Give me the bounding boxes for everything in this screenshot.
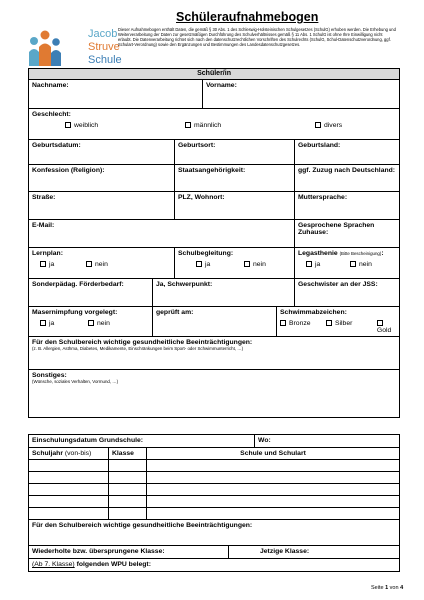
history-cell[interactable]	[29, 484, 109, 496]
checkbox-icon[interactable]	[244, 261, 250, 267]
history-cell[interactable]	[29, 460, 109, 472]
checkbox-icon[interactable]	[315, 122, 321, 128]
logo-line-2: Struve	[88, 41, 120, 53]
checkbox-icon[interactable]	[350, 261, 356, 267]
history-cell[interactable]	[147, 472, 400, 484]
konfession-field[interactable]: Konfession (Religion):	[29, 165, 175, 192]
schwimm-silber[interactable]: Silber	[326, 320, 377, 334]
wpu-field[interactable]	[29, 559, 400, 572]
form-title: Schüleraufnahmebogen	[176, 10, 319, 24]
option-divers[interactable]: divers	[315, 122, 342, 129]
klasse-header: Klasse	[109, 448, 147, 460]
sonstiges-field[interactable]	[29, 370, 400, 418]
legasthenie-field: Legasthenie (Bitte Bescheinigung): ja nein	[295, 248, 400, 279]
checkbox-icon[interactable]	[88, 320, 94, 326]
sprachen-field[interactable]: Gesprochene Sprachen Zuhause:	[295, 220, 400, 248]
history-cell[interactable]	[29, 508, 109, 520]
student-table	[28, 68, 400, 418]
privacy-notice: Dieser Aufnahmebogen enthält Daten, die gemäß § 30 Abs. 1 des Schleswig-Holsteinischen Schulgesetzes (SchulG) erhoben werden. Die Erhebung und Weiterverarbeitung der Daten zur gesetzmäßigen Durchführung des Schulverhältnisses gemäß § 11 Abs. 1 SchulG ist ohne Ihre Einwilligung nicht erlaubt. Die Datenverarbeitung richtet sich nach den datenschutzrechtlichen Vorschriften des Schulrechts (SchulG, Schul-Datenschutzverordnung, ggf. Schulart-Verordnung) sowie den Ergänzungen und Bestimmungen des Landesdatenschutzgesetzes.	[118, 27, 396, 48]
history-cell[interactable]	[147, 484, 400, 496]
geschlecht-field	[29, 109, 400, 140]
ab7-note: (Ab 7. Klasse)	[32, 561, 75, 568]
masern-label: Masernimpfung vorgelegt:	[32, 309, 118, 316]
history-cell[interactable]	[147, 508, 400, 520]
zuzug-field[interactable]: ggf. Zuzug nach Deutschland:	[295, 165, 400, 192]
history-cell[interactable]	[29, 496, 109, 508]
geburtsort-field[interactable]: Geburtsort:	[175, 140, 295, 165]
masern-nein[interactable]: nein	[88, 320, 110, 327]
logo-figures-icon	[28, 28, 62, 68]
beeintr-field[interactable]: Für den Schulbereich wichtige gesundheitliche Beeinträchtigungen:	[29, 520, 400, 546]
checkbox-icon[interactable]	[306, 261, 312, 267]
history-cell[interactable]	[109, 472, 147, 484]
legasthenie-ja[interactable]: ja	[306, 261, 350, 268]
schule-header: Schule und Schulart	[147, 448, 400, 460]
schulbegleitung-field	[175, 248, 295, 279]
school-history-table	[28, 434, 400, 572]
lernplan-field	[29, 248, 175, 279]
nachname-field[interactable]: Nachname:	[29, 80, 203, 109]
schwimm-field	[277, 307, 400, 337]
lernplan-ja[interactable]: ja	[40, 261, 86, 268]
checkbox-icon[interactable]	[65, 122, 71, 128]
school-logo	[28, 28, 122, 68]
einschulung-field[interactable]: Einschulungsdatum Grundschule:	[29, 435, 255, 448]
geprueft-field[interactable]: geprüft am:	[153, 307, 277, 337]
gesundheit-note: (z. B. Allergien, Asthma, Diabetes, Medikamente, Einschränkungen beim Sport- oder Schwimmunterricht, …)	[32, 346, 244, 351]
history-cell[interactable]	[29, 472, 109, 484]
checkbox-icon[interactable]	[40, 261, 46, 267]
history-cell[interactable]	[109, 496, 147, 508]
history-cell[interactable]	[147, 496, 400, 508]
section-header: Schüler/in	[29, 69, 400, 80]
lernplan-nein[interactable]: nein	[86, 261, 108, 268]
page-number: Seite 1 von 4	[371, 585, 404, 591]
checkbox-icon[interactable]	[280, 320, 286, 326]
wpu-label: folgenden WPU belegt:	[76, 561, 151, 568]
schwimm-label: Schwimmabzeichen:	[280, 309, 347, 316]
legasthenie-label: Legasthenie	[298, 250, 338, 257]
history-cell[interactable]	[109, 460, 147, 472]
sonderpaed-field[interactable]: Sonderpädag. Förderbedarf:	[29, 279, 153, 307]
sonstiges-label: Sonstiges:	[32, 372, 67, 379]
checkbox-icon[interactable]	[86, 261, 92, 267]
geburtsland-field[interactable]: Geburtsland:	[295, 140, 400, 165]
jetzige-field[interactable]: Jetzige Klasse:	[229, 546, 400, 559]
schwimm-gold[interactable]: Gold	[377, 320, 396, 334]
schulbegleitung-ja[interactable]: ja	[196, 261, 244, 268]
schulbegleitung-label: Schulbegleitung:	[178, 250, 234, 257]
logo-line-3: Schule	[88, 54, 122, 66]
muttersprache-field[interactable]: Muttersprache:	[295, 192, 400, 220]
plz-field[interactable]: PLZ, Wohnort:	[175, 192, 295, 220]
geschlecht-label: Geschlecht:	[32, 111, 71, 118]
legasthenie-note: (Bitte Bescheinigung)	[339, 251, 382, 256]
wiederholt-field[interactable]: Wiederholte bzw. übersprungene Klasse:	[29, 546, 229, 559]
gesundheit-field[interactable]	[29, 337, 400, 370]
lernplan-label: Lernplan:	[32, 250, 63, 257]
gesundheit-label: Für den Schulbereich wichtige gesundheitliche Beeinträchtigungen:	[32, 339, 253, 346]
checkbox-icon[interactable]	[40, 320, 46, 326]
geburtsdatum-field[interactable]: Geburtsdatum:	[29, 140, 175, 165]
option-weiblich[interactable]: weiblich	[65, 122, 185, 129]
legasthenie-nein[interactable]: nein	[350, 261, 372, 268]
sonstiges-note: (Wünsche, soziales Verhalten, Vormund, …)	[32, 379, 119, 384]
checkbox-icon[interactable]	[185, 122, 191, 128]
option-maennlich[interactable]: männlich	[185, 122, 315, 129]
strasse-field[interactable]: Straße:	[29, 192, 175, 220]
masern-ja[interactable]: ja	[40, 320, 88, 327]
vorname-field[interactable]: Vorname:	[203, 80, 400, 109]
history-cell[interactable]	[109, 484, 147, 496]
schwerpunkt-field[interactable]: Ja, Schwerpunkt:	[153, 279, 295, 307]
history-cell[interactable]	[147, 460, 400, 472]
logo-line-1: Jacob	[88, 28, 118, 40]
schuljahr-header: Schuljahr (von-bis)	[29, 448, 109, 460]
schulbegleitung-nein[interactable]: nein	[244, 261, 266, 268]
wo-field[interactable]: Wo:	[255, 435, 400, 448]
history-cell[interactable]	[109, 508, 147, 520]
masern-field	[29, 307, 153, 337]
email-field[interactable]: E-Mail:	[29, 220, 295, 248]
checkbox-icon[interactable]	[377, 320, 383, 326]
staatsangehoerigkeit-field[interactable]: Staatsangehörigkeit:	[175, 165, 295, 192]
schwimm-bronze[interactable]: Bronze	[280, 320, 326, 334]
checkbox-icon[interactable]	[196, 261, 202, 267]
geschwister-field[interactable]: Geschwister an der JSS:	[295, 279, 400, 307]
checkbox-icon[interactable]	[326, 320, 332, 326]
